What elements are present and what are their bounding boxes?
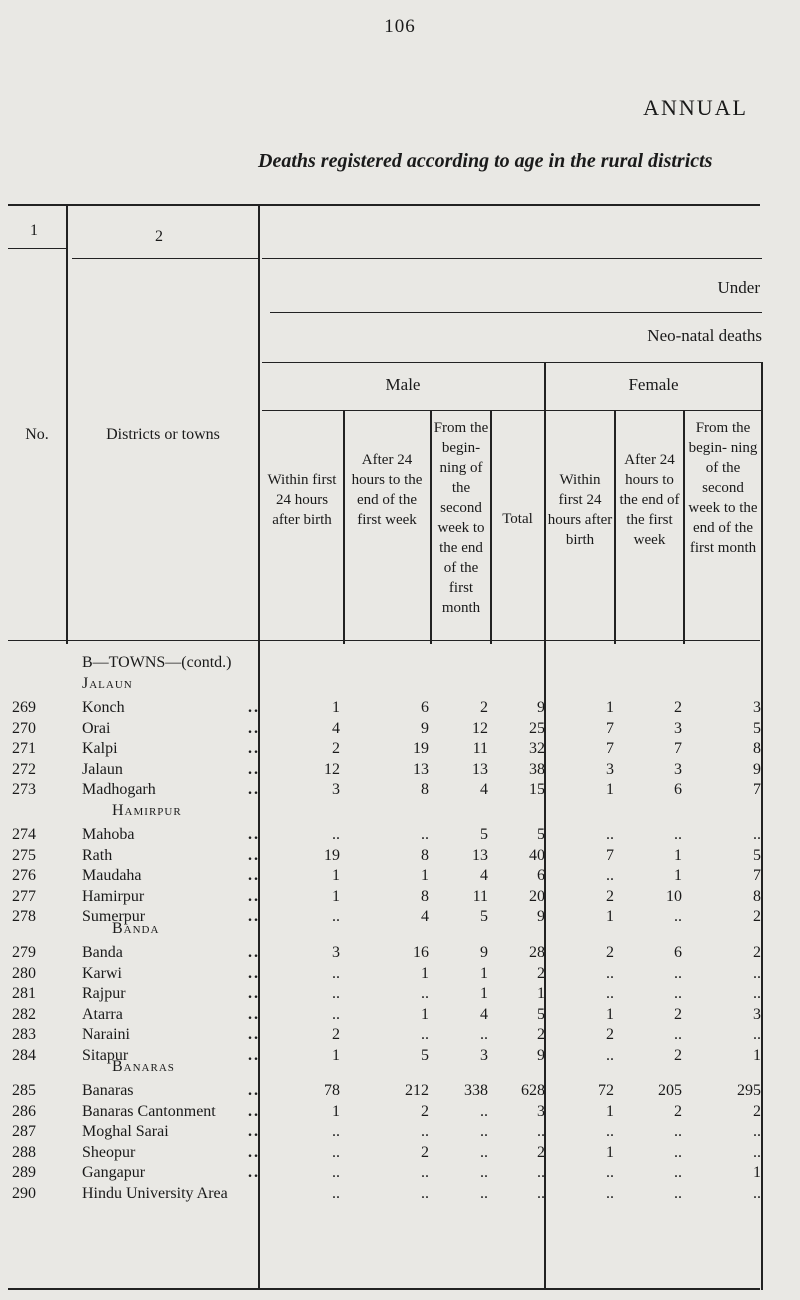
- cell-value: 5: [537, 1005, 545, 1023]
- cell-value: ..: [480, 1026, 488, 1043]
- cell-value: ..: [480, 1164, 488, 1181]
- row-number: 274: [12, 826, 36, 843]
- cell-value: 9: [480, 944, 488, 961]
- male-female-rule: [262, 362, 762, 363]
- row-number: 272: [12, 760, 36, 778]
- cell-value: 1: [332, 867, 340, 884]
- cell-value: ..: [537, 1164, 545, 1181]
- section-heading-towns: B—TOWNS—(contd.): [82, 654, 232, 671]
- row-district-name: Konch: [82, 699, 125, 716]
- cell-value: 2: [674, 1005, 682, 1023]
- cell-value: 2: [753, 944, 761, 961]
- cell-value: 1: [606, 908, 614, 925]
- cell-value: 3: [674, 719, 682, 737]
- cell-value: 5: [537, 826, 545, 843]
- row-district-name: Moghal Sarai: [82, 1123, 169, 1140]
- row-district-name: Mahoba: [82, 826, 135, 843]
- cell-value: 2: [674, 1046, 682, 1064]
- cell-value: 6: [674, 781, 682, 798]
- leader-dots: ..: [248, 781, 260, 798]
- cell-value: 2: [537, 1143, 545, 1161]
- row-number: 273: [12, 781, 36, 798]
- cell-value: ..: [606, 985, 614, 1002]
- cell-value: 7: [753, 781, 761, 798]
- cell-value: ..: [606, 1123, 614, 1140]
- cell-value: ..: [480, 1102, 488, 1120]
- row-number: 289: [12, 1164, 36, 1181]
- leader-dots: ..: [248, 1005, 260, 1023]
- heading-male-within: Within first 24 hours after birth: [267, 472, 337, 528]
- cell-value: 3: [606, 760, 614, 778]
- cell-value: 2: [753, 908, 761, 925]
- row-district-name: Atarra: [82, 1005, 123, 1023]
- cell-value: ..: [753, 1143, 761, 1161]
- cell-value: 2: [606, 887, 614, 905]
- table-row: [0, 1123, 800, 1143]
- cell-value: 5: [421, 1046, 429, 1064]
- row-number: 283: [12, 1026, 36, 1043]
- table-row: [0, 847, 800, 867]
- row-number: 276: [12, 867, 36, 884]
- row-number: 287: [12, 1123, 36, 1140]
- row-district-name: Hamirpur: [82, 887, 145, 905]
- cell-value: 8: [421, 887, 429, 905]
- cell-value: 6: [537, 867, 545, 884]
- cell-value: 4: [421, 908, 429, 925]
- cell-value: 5: [480, 826, 488, 843]
- cell-value: 1: [332, 1102, 340, 1120]
- cell-value: ..: [606, 826, 614, 843]
- cell-value: ..: [332, 1184, 340, 1202]
- cell-value: 1: [606, 781, 614, 798]
- cell-value: 2: [421, 1102, 429, 1120]
- cell-value: 1: [332, 699, 340, 716]
- row-district-name: Hindu University Area: [82, 1184, 228, 1202]
- cell-value: 1: [480, 985, 488, 1002]
- cell-value: 3: [332, 781, 340, 798]
- table-row: [0, 1185, 800, 1205]
- leader-dots: ..: [248, 944, 260, 961]
- leader-dots: ..: [248, 1082, 260, 1099]
- cell-value: ..: [421, 985, 429, 1002]
- cell-value: 38: [529, 760, 545, 778]
- leader-dots: ..: [248, 964, 260, 982]
- cell-value: ..: [421, 1184, 429, 1202]
- cell-value: 2: [753, 1102, 761, 1120]
- group-heading: Hamirpur: [112, 802, 182, 819]
- cell-value: ..: [537, 1123, 545, 1140]
- cell-value: 1: [753, 1046, 761, 1064]
- row-district-name: Banaras Cantonment: [82, 1102, 216, 1120]
- row-district-name: Maudaha: [82, 867, 142, 884]
- cell-value: 8: [421, 846, 429, 864]
- cell-value: 1: [606, 1005, 614, 1023]
- cell-value: 13: [472, 846, 488, 864]
- cell-value: ..: [332, 964, 340, 982]
- cell-value: ..: [606, 1046, 614, 1064]
- cell-value: 11: [472, 887, 488, 905]
- cell-value: ..: [332, 1005, 340, 1023]
- cell-value: ..: [332, 985, 340, 1002]
- row-district-name: Kalpi: [82, 740, 118, 757]
- page-number: 106: [384, 16, 416, 37]
- neonatal-under-rule: [270, 312, 762, 313]
- row-number: 279: [12, 944, 36, 961]
- leader-dots: ..: [248, 887, 260, 905]
- cell-value: ..: [332, 908, 340, 925]
- table-row: [0, 965, 800, 985]
- row-district-name: Rajpur: [82, 985, 126, 1002]
- cell-value: 25: [529, 719, 545, 737]
- table-row: [0, 720, 800, 740]
- cell-value: 9: [753, 760, 761, 778]
- cell-value: 2: [421, 1143, 429, 1161]
- table-row: [0, 1164, 800, 1184]
- table-row: [0, 888, 800, 908]
- cell-value: ..: [606, 1184, 614, 1202]
- row-number: 288: [12, 1143, 36, 1161]
- heading-female-fromsecond: From the begin- ning of the second week to the end of the first month: [688, 420, 758, 556]
- cell-value: 15: [529, 781, 545, 798]
- heading-under: Under: [717, 278, 760, 297]
- row-number: 278: [12, 908, 36, 925]
- cell-value: 40: [529, 846, 545, 864]
- cell-value: 12: [472, 719, 488, 737]
- cell-value: 3: [674, 760, 682, 778]
- leader-dots: ..: [248, 908, 260, 925]
- cell-value: ..: [753, 964, 761, 982]
- cell-value: 212: [405, 1082, 429, 1099]
- table-row: [0, 1144, 800, 1164]
- row-district-name: Naraini: [82, 1026, 130, 1043]
- cell-value: 4: [480, 1005, 488, 1023]
- cell-value: 1: [332, 887, 340, 905]
- cell-value: 28: [529, 944, 545, 961]
- row-district-name: Gangapur: [82, 1164, 146, 1181]
- table-row: [0, 1006, 800, 1026]
- leader-dots: ..: [248, 1143, 260, 1161]
- row-number: 290: [12, 1184, 36, 1202]
- cell-value: 72: [598, 1082, 614, 1099]
- cell-value: 2: [537, 964, 545, 982]
- heading-neonatal: Neo-natal deaths: [647, 326, 762, 345]
- group-heading: Banda: [112, 920, 160, 937]
- table-row: [0, 944, 800, 964]
- cell-value: 1: [421, 1005, 429, 1023]
- cell-value: 2: [674, 699, 682, 716]
- leader-dots: ..: [248, 867, 260, 884]
- col-number-rule-2: [72, 258, 258, 259]
- page-header: ANNUAL: [643, 95, 748, 120]
- cell-value: 19: [413, 740, 429, 757]
- cell-value: 1: [606, 1102, 614, 1120]
- table-subtitle: Deaths registered according to age in the rural districts: [258, 150, 713, 172]
- leader-dots: ..: [248, 1102, 260, 1120]
- cell-value: ..: [753, 985, 761, 1002]
- row-number: 282: [12, 1005, 36, 1023]
- row-district-name: Sheopur: [82, 1143, 136, 1161]
- cell-value: 20: [529, 887, 545, 905]
- row-district-name: Sitapur: [82, 1046, 129, 1064]
- cell-value: 9: [421, 719, 429, 737]
- cell-value: 4: [332, 719, 340, 737]
- sex-rule: [262, 410, 762, 411]
- cell-value: 2: [674, 1102, 682, 1120]
- heading-male: Male: [385, 375, 421, 394]
- cell-value: 1: [674, 867, 682, 884]
- heading-districts: Districts or towns: [106, 426, 220, 443]
- leader-dots: ..: [248, 1026, 260, 1043]
- cell-value: 1: [421, 867, 429, 884]
- cell-value: 3: [332, 944, 340, 961]
- row-number: 286: [12, 1102, 36, 1120]
- group-heading: Banaras: [112, 1058, 175, 1075]
- cell-value: ..: [674, 1026, 682, 1043]
- heading-male-after24: After 24 hours to the end of the first week: [351, 452, 423, 528]
- row-district-name: Banaras: [82, 1082, 134, 1099]
- cell-value: ..: [674, 908, 682, 925]
- cell-value: 295: [737, 1082, 761, 1099]
- cell-value: 16: [413, 944, 429, 961]
- cell-value: ..: [674, 1123, 682, 1140]
- cell-value: ..: [753, 1123, 761, 1140]
- cell-value: 1: [332, 1046, 340, 1064]
- cell-value: 6: [421, 699, 429, 716]
- leader-dots: ..: [248, 985, 260, 1002]
- cell-value: 4: [480, 781, 488, 798]
- cell-value: 3: [753, 699, 761, 716]
- leader-dots: ..: [248, 740, 260, 757]
- row-number: 277: [12, 887, 36, 905]
- cell-value: 6: [674, 944, 682, 961]
- col-divider-1: [66, 204, 68, 644]
- cell-value: 32: [529, 740, 545, 757]
- cell-value: 8: [753, 887, 761, 905]
- cell-value: ..: [674, 826, 682, 843]
- row-district-name: Madhogarh: [82, 781, 156, 798]
- cell-value: 3: [537, 1102, 545, 1120]
- row-district-name: Orai: [82, 719, 111, 737]
- cell-value: ..: [480, 1123, 488, 1140]
- cell-value: 13: [472, 760, 488, 778]
- cell-value: ..: [753, 1184, 761, 1202]
- cell-value: 19: [324, 846, 340, 864]
- cell-value: 8: [753, 740, 761, 757]
- cell-value: 1: [753, 1164, 761, 1181]
- heading-male-total: Total: [502, 511, 533, 527]
- cell-value: 9: [537, 908, 545, 925]
- heading-female-after24: After 24 hours to the end of the first week: [619, 452, 680, 548]
- col-number-rule: [8, 248, 68, 249]
- top-rule: [8, 204, 760, 206]
- cell-value: ..: [674, 964, 682, 982]
- column-number-1: 1: [30, 222, 38, 239]
- cell-value: 1: [537, 985, 545, 1002]
- cell-value: ..: [421, 826, 429, 843]
- cell-value: 2: [606, 1026, 614, 1043]
- cell-value: ..: [674, 1164, 682, 1181]
- row-number: 269: [12, 699, 36, 716]
- row-number: 275: [12, 846, 36, 864]
- cell-value: 9: [537, 699, 545, 716]
- cell-value: 5: [753, 719, 761, 737]
- cell-value: 1: [606, 699, 614, 716]
- row-number: 271: [12, 740, 36, 757]
- cell-value: ..: [537, 1184, 545, 1202]
- cell-value: ..: [480, 1143, 488, 1161]
- row-number: 270: [12, 719, 36, 737]
- cell-value: 2: [332, 740, 340, 757]
- cell-value: 4: [480, 867, 488, 884]
- column-number-2: 2: [155, 228, 163, 245]
- cell-value: ..: [606, 964, 614, 982]
- cell-value: 5: [480, 908, 488, 925]
- cell-value: 2: [480, 699, 488, 716]
- cell-value: ..: [332, 1143, 340, 1161]
- row-district-name: Karwi: [82, 964, 122, 982]
- leader-dots: ..: [248, 699, 260, 716]
- cell-value: 12: [324, 760, 340, 778]
- leader-dots: ..: [248, 719, 260, 737]
- cell-value: 1: [480, 964, 488, 982]
- table-row: [0, 781, 800, 801]
- under-rule: [262, 258, 762, 259]
- table-row: [0, 740, 800, 760]
- leader-dots: ..: [248, 760, 260, 778]
- cell-value: 1: [674, 846, 682, 864]
- table-row: [0, 1082, 800, 1102]
- cell-value: ..: [674, 985, 682, 1002]
- cell-value: 1: [421, 964, 429, 982]
- bottom-rule: [8, 1288, 760, 1290]
- row-district-name: Jalaun: [82, 760, 123, 778]
- row-number: 281: [12, 985, 36, 1002]
- row-district-name: Sumerpur: [82, 908, 146, 925]
- table-row: [0, 1026, 800, 1046]
- heading-no: No.: [25, 426, 49, 443]
- table-row: [0, 826, 800, 846]
- heading-male-fromsecond: From the begin- ning of the second week to the end of the first month: [433, 420, 489, 616]
- cell-value: ..: [606, 1164, 614, 1181]
- cell-value: 5: [753, 846, 761, 864]
- cell-value: 7: [674, 740, 682, 757]
- table-row: [0, 699, 800, 719]
- cell-value: ..: [332, 1123, 340, 1140]
- cell-value: 9: [537, 1046, 545, 1064]
- table-row: [0, 985, 800, 1005]
- cell-value: 10: [666, 887, 682, 905]
- cell-value: ..: [421, 1164, 429, 1181]
- cell-value: 13: [413, 760, 429, 778]
- cell-value: ..: [332, 826, 340, 843]
- table-row: [0, 1103, 800, 1123]
- cell-value: 2: [537, 1026, 545, 1043]
- heading-female-within: Within first 24 hours after birth: [547, 472, 613, 548]
- row-number: 285: [12, 1082, 36, 1099]
- cell-value: 1: [606, 1143, 614, 1161]
- cell-value: ..: [674, 1184, 682, 1202]
- cell-value: ..: [332, 1164, 340, 1181]
- cell-value: ..: [421, 1026, 429, 1043]
- row-district-name: Rath: [82, 846, 113, 864]
- heading-female: Female: [628, 375, 679, 394]
- cell-value: ..: [753, 826, 761, 843]
- cell-value: ..: [753, 1026, 761, 1043]
- header-bottom-rule: [8, 640, 760, 641]
- leader-dots: ..: [248, 1123, 260, 1140]
- cell-value: 2: [606, 944, 614, 961]
- cell-value: 338: [464, 1082, 488, 1099]
- cell-value: ..: [674, 1143, 682, 1161]
- table-row: [0, 867, 800, 887]
- leader-dots: ..: [248, 826, 260, 843]
- cell-value: 7: [606, 719, 614, 737]
- cell-value: 7: [753, 867, 761, 884]
- col-divider-8: [683, 410, 685, 644]
- cell-value: 205: [658, 1082, 682, 1099]
- leader-dots: ..: [248, 1164, 260, 1181]
- leader-dots: ..: [248, 846, 260, 864]
- cell-value: 7: [606, 846, 614, 864]
- cell-value: 11: [472, 740, 488, 757]
- row-number: 284: [12, 1046, 36, 1064]
- cell-value: 8: [421, 781, 429, 798]
- cell-value: 3: [480, 1046, 488, 1064]
- cell-value: 7: [606, 740, 614, 757]
- cell-value: 3: [753, 1005, 761, 1023]
- row-district-name: Banda: [82, 944, 123, 961]
- cell-value: 2: [332, 1026, 340, 1043]
- cell-value: ..: [480, 1184, 488, 1202]
- cell-value: 78: [324, 1082, 340, 1099]
- table-row: [0, 761, 800, 781]
- group-heading: Jalaun: [82, 675, 133, 692]
- cell-value: ..: [606, 867, 614, 884]
- cell-value: 628: [521, 1082, 545, 1099]
- row-number: 280: [12, 964, 36, 982]
- cell-value: ..: [421, 1123, 429, 1140]
- leader-dots: ..: [248, 1046, 260, 1064]
